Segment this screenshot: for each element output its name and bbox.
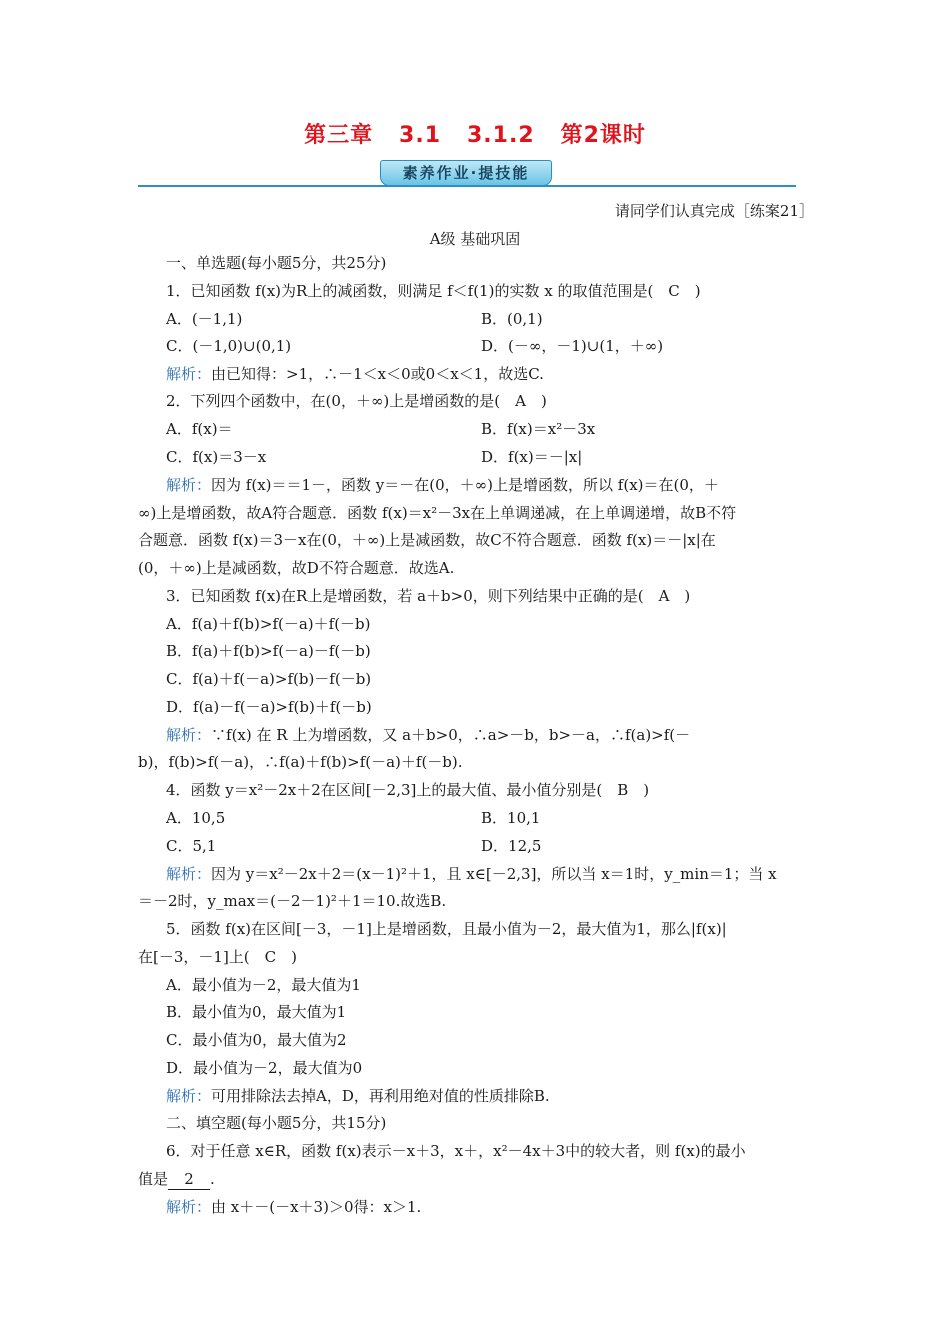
question-3-option-b: B．f(a)＋f(b)>f(－a)－f(－b) bbox=[166, 642, 371, 660]
question-2-analysis-line-3: 合题意．函数 f(x)＝3－x在(0，＋∞)上是减函数，故C不符合题意．函数 f(x)＝－|x|在 bbox=[138, 531, 716, 549]
analysis-text: 由 x＋－(－x＋3)＞0得：x＞1. bbox=[211, 1198, 422, 1216]
level-heading: A级 基础巩固 bbox=[429, 230, 521, 248]
question-3-option-c: C．f(a)＋f(－a)>f(b)－f(－b) bbox=[166, 670, 372, 688]
question-6-stem-line-2 bbox=[138, 1169, 215, 1190]
question-6-stem-line-1: 6．对于任意 x∈R，函数 f(x)表示－x＋3，x＋，x²－4x＋3中的较大者，则 f(x)的最小 bbox=[166, 1142, 746, 1160]
question-1-option-c: C．(－1,0)∪(0,1) bbox=[166, 337, 292, 355]
question-3-option-a: A．f(a)＋f(b)>f(－a)＋f(－b) bbox=[166, 615, 371, 633]
analysis-label: 解析： bbox=[166, 865, 212, 883]
question-3-stem: 3．已知函数 f(x)在R上是增函数，若 a＋b>0，则下列结果中正确的是( A ) bbox=[166, 587, 691, 605]
question-1-stem: 1．已知函数 f(x)为R上的减函数，则满足 f＜f(1)的实数 x 的取值范围是( C ) bbox=[166, 282, 701, 300]
question-4-option-c: C．5,1 bbox=[166, 837, 217, 855]
question-5-analysis bbox=[166, 1086, 550, 1106]
question-1-option-b: B．(0,1) bbox=[481, 310, 543, 328]
analysis-text: 因为 y＝x²－2x＋2＝(x－1)²＋1，且 x∈[－2,3]，所以当 x＝1时，y_min＝1；当 x bbox=[211, 865, 777, 883]
analysis-label: 解析： bbox=[166, 1087, 212, 1105]
question-1-analysis bbox=[166, 364, 544, 384]
question-5-stem-line-1: 5．函数 f(x)在区间[－3，－1]上是增函数，且最小值为－2，最大值为1，那么|f(x)| bbox=[166, 920, 727, 938]
question-6-analysis bbox=[166, 1197, 421, 1217]
question-1-option-a: A．(－1,1) bbox=[166, 310, 243, 328]
question-3-analysis-line-2: b)，f(b)>f(－a)，∴f(a)＋f(b)>f(－a)＋f(－b). bbox=[138, 753, 463, 771]
question-2-option-d: D．f(x)＝－|x| bbox=[481, 448, 583, 466]
answer-blank: 2 bbox=[168, 1169, 210, 1190]
question-5-option-c: C．最小值为0，最大值为2 bbox=[166, 1031, 347, 1049]
analysis-text: 可用排除法去掉A，D，再利用绝对值的性质排除B. bbox=[211, 1087, 550, 1105]
section-banner: 素养作业·提技能 bbox=[380, 160, 552, 186]
analysis-text: 由已知得：>1，∴－1＜x＜0或0＜x＜1，故选C. bbox=[211, 365, 544, 383]
question-2-option-a: A．f(x)＝ bbox=[166, 420, 233, 438]
analysis-text: ∵f(x) 在 R 上为增函数，又 a＋b>0，∴a>－b，b>－a，∴f(a)>f(－ bbox=[211, 726, 691, 744]
question-4-option-a: A．10,5 bbox=[166, 809, 226, 827]
section-heading-single-choice: 一、单选题(每小题5分，共25分) bbox=[166, 254, 387, 272]
analysis-label: 解析： bbox=[166, 365, 212, 383]
question-4-analysis-line-1 bbox=[166, 864, 777, 884]
question-4-option-d: D．12,5 bbox=[481, 837, 542, 855]
question-5-stem-line-2: 在[－3，－1]上( C ) bbox=[138, 948, 297, 966]
question-2-analysis-line-4: (0，＋∞)上是减函数，故D不符合题意．故选A. bbox=[138, 559, 455, 577]
question-2-analysis-line-2: ∞)上是增函数，故A符合题意．函数 f(x)＝x²－3x在上单调递减，在上单调递增，故B不符 bbox=[138, 504, 737, 522]
question-3-option-d: D．f(a)－f(－a)>f(b)＋f(－b) bbox=[166, 698, 372, 716]
page-title: 第三章 3.1 3.1.2 第2课时 bbox=[304, 123, 646, 148]
question-3-analysis-line-1 bbox=[166, 725, 690, 745]
question-4-stem: 4．函数 y＝x²－2x＋2在区间[－2,3]上的最大值、最小值分别是( B ) bbox=[166, 781, 650, 799]
section-heading-fill-in: 二、填空题(每小题5分，共15分) bbox=[166, 1114, 387, 1132]
question-4-analysis-line-2: ＝－2时，y_max＝(－2－1)²＋1＝10.故选B. bbox=[138, 892, 447, 910]
question-1-option-d: D．(－∞，－1)∪(1，＋∞) bbox=[481, 337, 664, 355]
question-2-analysis-line-1 bbox=[166, 475, 719, 495]
analysis-label: 解析： bbox=[166, 726, 212, 744]
question-2-option-b: B．f(x)＝x²－3x bbox=[481, 420, 596, 438]
analysis-label: 解析： bbox=[166, 476, 212, 494]
stem-prefix: 值是 bbox=[138, 1170, 169, 1188]
question-4-option-b: B．10,1 bbox=[481, 809, 541, 827]
question-5-option-d: D．最小值为－2，最大值为0 bbox=[166, 1059, 363, 1077]
question-2-stem: 2．下列四个函数中，在(0，＋∞)上是增函数的是( A ) bbox=[166, 392, 547, 410]
analysis-label: 解析： bbox=[166, 1198, 212, 1216]
header-divider bbox=[138, 185, 796, 187]
practice-note: 请同学们认真完成［练案21］ bbox=[614, 202, 814, 220]
question-5-option-b: B．最小值为0，最大值为1 bbox=[166, 1003, 347, 1021]
question-5-option-a: A．最小值为－2，最大值为1 bbox=[166, 976, 361, 994]
question-2-option-c: C．f(x)＝3－x bbox=[166, 448, 267, 466]
stem-suffix: . bbox=[210, 1170, 215, 1188]
analysis-text: 因为 f(x)＝＝1－，函数 y＝－在(0，＋∞)上是增函数，所以 f(x)＝在(0，＋ bbox=[211, 476, 719, 494]
